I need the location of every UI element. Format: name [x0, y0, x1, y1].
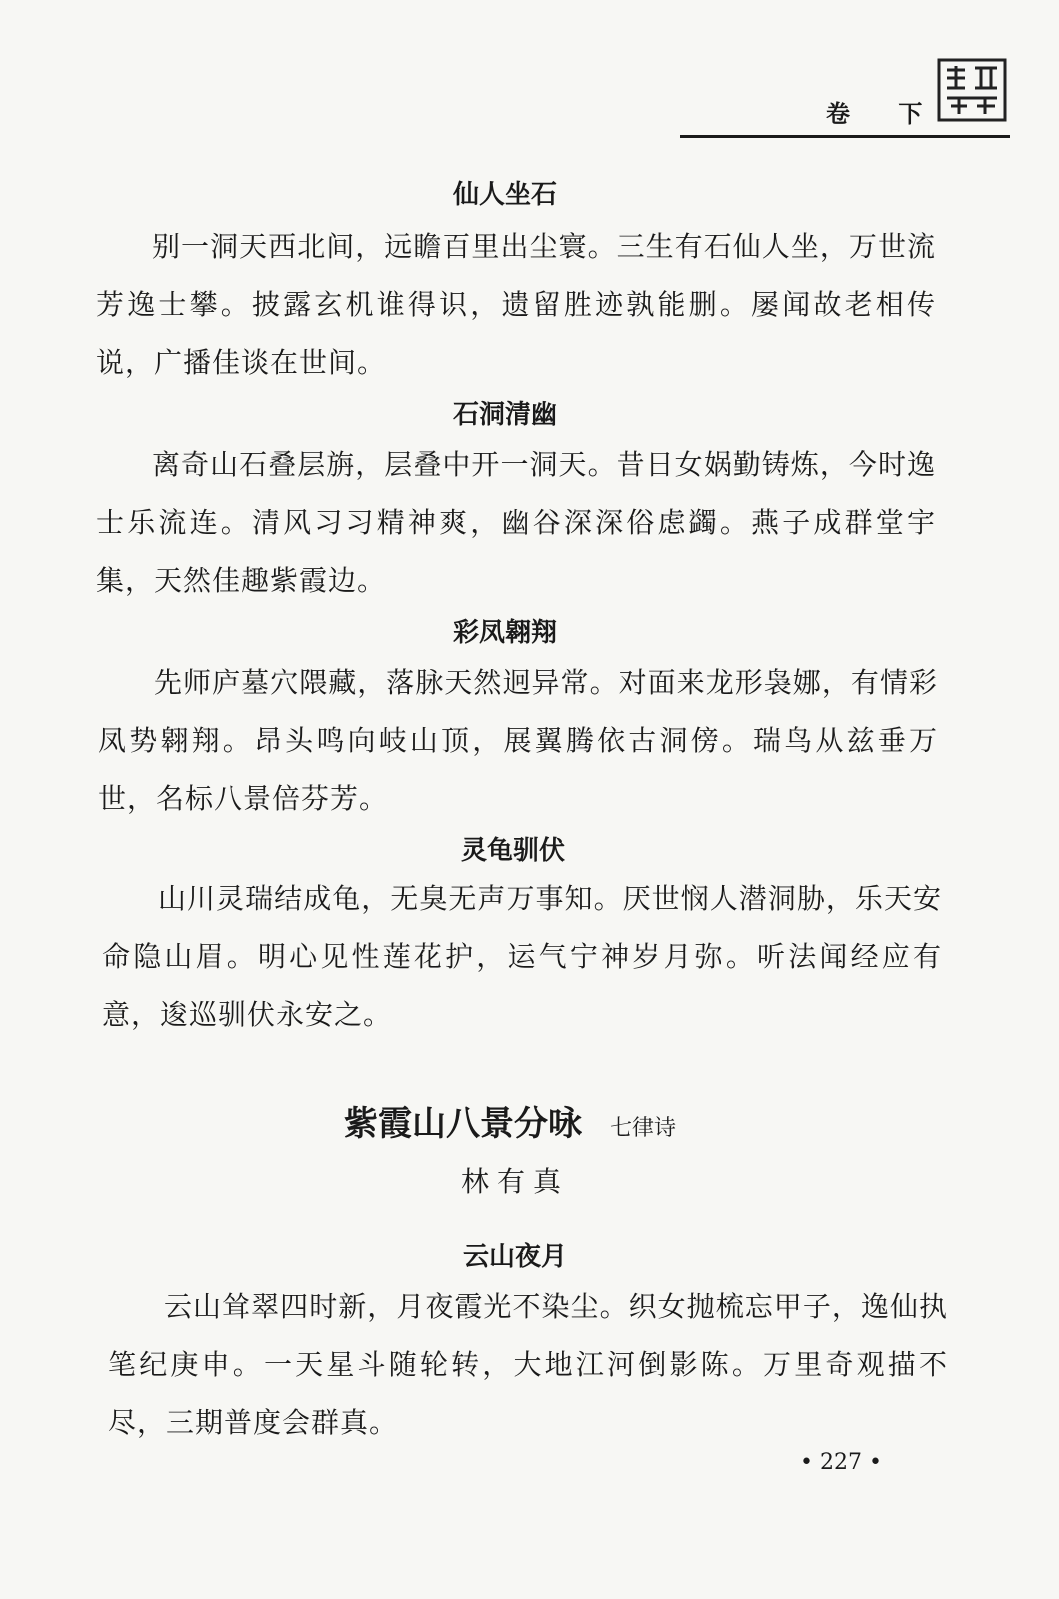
author-name: 林有真 — [460, 1165, 569, 1198]
collection-heading — [0, 1096, 1020, 1145]
page-number: • 227 • — [800, 1450, 882, 1475]
poem-body: 别一洞天西北间，远瞻百里出尘寰。三生有石仙人坐，万世流芳逸士攀。披露玄机谁得识，遗留胜迹孰能删。屡闻故老相传说，广播佳谈在世间。 — [96, 230, 936, 379]
section-label: 卷 下 — [826, 100, 943, 128]
poem-body: 先师庐墓穴隈藏，落脉天然迥异常。对面来龙形袅娜，有情彩凤势翱翔。昂头鸣向岐山顶，展翼腾依古洞傍。瑞鸟从兹垂万世，名标八景倍芬芳。 — [98, 666, 938, 815]
poem-body: 云山耸翠四时新，月夜霞光不染尘。织女抛梳忘甲子，逸仙执笔纪庚申。一天星斗随轮转，大地江河倒影陈。万里奇观描不尽，三期普度会群真。 — [108, 1290, 948, 1439]
seal-stamp-icon — [937, 58, 1007, 122]
poem-body: 离奇山石叠层旃，层叠中开一洞天。昔日女娲勤铸炼，今时逸士乐流连。清风习习精神爽，幽谷深深俗虑蠲。燕子成群堂宇集，天然佳趣紫霞边。 — [96, 448, 936, 597]
poem-body: 山川灵瑞结成龟，无臭无声万事知。厌世悯人潜洞胁，乐天安命隐山眉。明心见性莲花护，运气宁神岁月弥。听法闻经应有意，逡巡驯伏永安之。 — [102, 882, 942, 1031]
collection-title: 紫霞山八景分咏 — [343, 1104, 582, 1144]
poem-title: 彩凤翱翔 — [452, 618, 557, 648]
poem-title: 灵龟驯伏 — [460, 836, 565, 866]
header-rule — [680, 135, 1010, 138]
collection-subtitle: 七律诗 — [609, 1116, 676, 1141]
poem-title: 石洞清幽 — [452, 400, 557, 430]
poem-title: 仙人坐石 — [452, 180, 557, 210]
poem-title: 云山夜月 — [462, 1242, 567, 1272]
